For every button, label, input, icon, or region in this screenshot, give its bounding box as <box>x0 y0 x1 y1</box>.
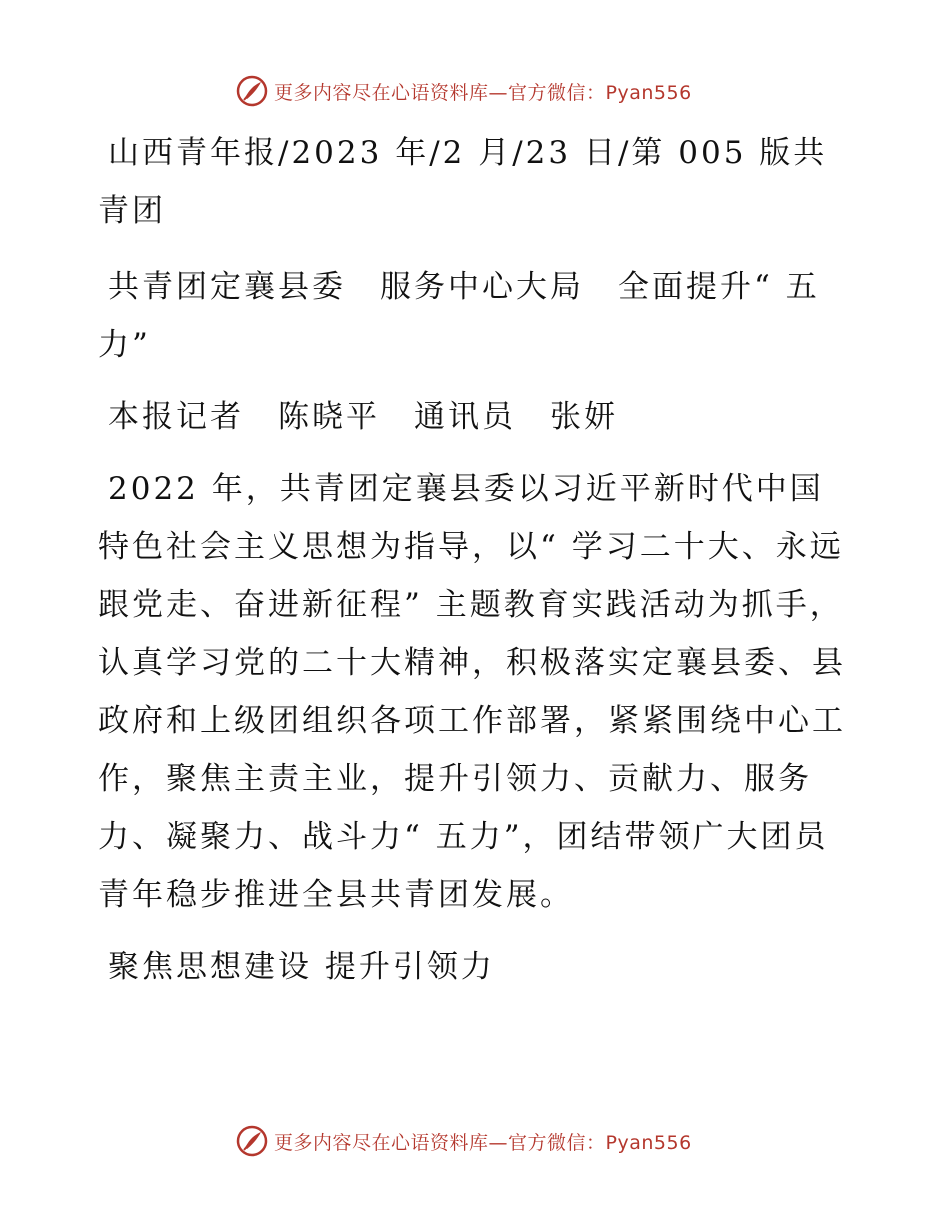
byline: 本报记者 陈晓平 通讯员 张妍 <box>108 399 618 435</box>
watermark-text: 更多内容尽在心语资料库—官方微信：Pyan556 <box>274 81 692 104</box>
subheading: 聚焦思想建设 提升引领力 <box>108 949 495 985</box>
header-watermark <box>236 74 692 108</box>
paragraph: 2022 年，共青团定襄县委以习近平新时代中国特色社会主义思想为指导，以“ 学习二十大、永远跟党走、奋进新征程” 主题教育实践活动为抓手，认真学习党的二十大精神，积极落实定襄县委、县政府和上级团组织各项工作部署，紧紧围绕中心工作，聚焦主责主业，提升引领力、贡献力、服务力、凝聚力、战斗力“ 五力”，团结带领广大团员青年稳步推进全县共青团发展。 <box>98 471 846 913</box>
article-body <box>98 124 850 996</box>
footer-watermark <box>236 1124 692 1158</box>
watermark-text: 更多内容尽在心语资料库—官方微信：Pyan556 <box>274 1131 692 1154</box>
headline: 共青团定襄县委 服务中心大局 全面提升“ 五力” <box>98 269 820 363</box>
quill-logo-icon <box>236 75 268 107</box>
quill-logo-icon <box>236 1125 268 1157</box>
source-line: 山西青年报/2023 年/2 月/23 日/第 005 版共青团 <box>98 135 828 229</box>
